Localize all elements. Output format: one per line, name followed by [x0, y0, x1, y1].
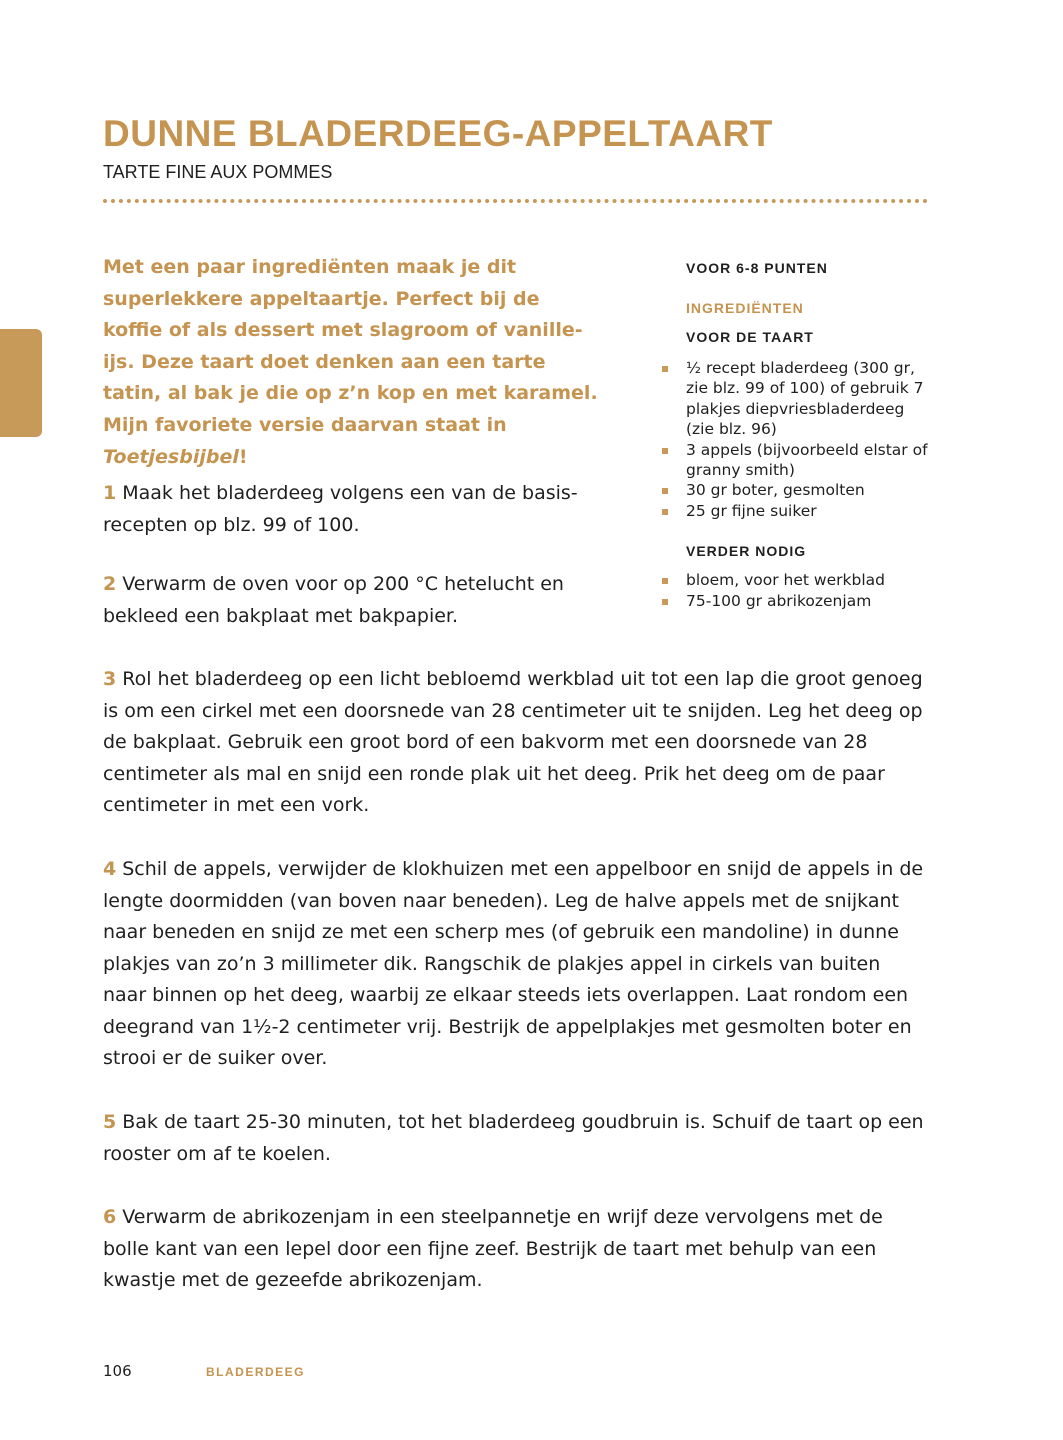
step-text: Verwarm de oven voor op 200 °C hetelucht en bekleed een bakplaat met bakpapier. — [103, 573, 564, 627]
ingredient-item: bloem, voor het werkblad — [686, 570, 936, 590]
step-6 — [103, 1202, 928, 1297]
page-number: 106 — [103, 1362, 132, 1380]
step-number: 3 — [103, 668, 117, 690]
intro-text: Met een paar ingrediënten maak je dit superlekkere appeltaartje. Perfect bij de koffie of als dessert met slagroom of vanille-ijs. Deze taart doet denken aan een tarte tatin, al bak je die op z’n kop en met karamel. Mijn favoriete versie daarvan staat in — [103, 256, 598, 436]
step-text: Bak de taart 25-30 minuten, tot het bladerdeeg goudbruin is. Schuif de taart op een rooster om af te koelen. — [103, 1111, 924, 1165]
step-number: 4 — [103, 858, 117, 880]
ingredient-item: 25 gr fijne suiker — [686, 501, 936, 521]
step-text: Schil de appels, verwijder de klokhuizen met een appelboor en snijd de appels in de lengte doormidden (van boven naar beneden). Leg de halve appels met de snijkant naar beneden en snijd ze met een scherp mes (of gebruik een mandoline) in dunne plakjes van zo’n 3 millimeter dik. Rangschik de plakjes appel in cirkels van buiten naar binnen op het deeg, waarbij ze elkaar steeds iets overlappen. Laat rondom een deegrand van 1½-2 centimeter vrij. Bestrijk de appelplakjes met gesmolten boter en strooi er de suiker over. — [103, 858, 924, 1069]
step-4 — [103, 854, 928, 1075]
ingredient-list-taart — [686, 358, 936, 521]
recipe-intro — [103, 252, 603, 473]
step-number: 1 — [103, 482, 117, 504]
recipe-title: DUNNE BLADERDEEG-APPELTAART — [103, 113, 773, 154]
step-2 — [103, 569, 603, 632]
step-text: Rol het bladerdeeg op een licht bebloemd werkblad uit tot een lap die groot genoeg is om een cirkel met een doorsnede van 28 centimeter uit te snijden. Leg het deeg op de bakplaat. Gebruik een groot bord of een bakvorm met een doorsnede van 28 centimeter als mal en snijd een ronde plak uit het deeg. Prik het deeg om de paar centimeter in met een vork. — [103, 668, 923, 816]
chapter-tab — [0, 329, 42, 437]
ingredient-item: ½ recept bladerdeeg (300 gr, zie blz. 99 of 100) of gebruik 7 plakjes diepvriesbladerdeeg (zie blz. 96) — [686, 358, 936, 440]
intro-book-title: Toetjesbijbel — [103, 445, 239, 468]
ingredient-item: 75-100 gr abrikozenjam — [686, 591, 936, 611]
step-number: 2 — [103, 573, 117, 595]
dotted-divider — [103, 199, 928, 203]
servings: VOOR 6-8 PUNTEN — [686, 260, 828, 276]
intro-end: ! — [238, 445, 248, 468]
group-heading-verder: VERDER NODIG — [686, 543, 807, 560]
step-text: Verwarm de abrikozenjam in een steelpannetje en wrijf deze vervolgens met de bolle kant van een lepel door een fijne zeef. Bestrijk de taart met behulp van een kwastje met de gezeefde abrikozenjam. — [103, 1206, 883, 1291]
step-5 — [103, 1107, 928, 1170]
step-3 — [103, 664, 928, 822]
step-number: 5 — [103, 1111, 117, 1133]
group-heading-taart: VOOR DE TAART — [686, 329, 814, 345]
step-text: Maak het bladerdeeg volgens een van de basis-recepten op blz. 99 of 100. — [103, 482, 578, 536]
section-name: BLADERDEEG — [206, 1365, 306, 1379]
ingredient-list-verder — [686, 570, 936, 611]
ingredients-sidebar — [686, 258, 936, 611]
ingredients-heading: INGREDIËNTEN — [686, 300, 804, 316]
recipe-subtitle: TARTE FINE AUX POMMES — [103, 162, 333, 182]
ingredient-item: 30 gr boter, gesmolten — [686, 480, 936, 500]
ingredient-item: 3 appels (bijvoorbeeld elstar of granny smith) — [686, 440, 936, 481]
step-1 — [103, 478, 603, 541]
step-number: 6 — [103, 1206, 117, 1228]
